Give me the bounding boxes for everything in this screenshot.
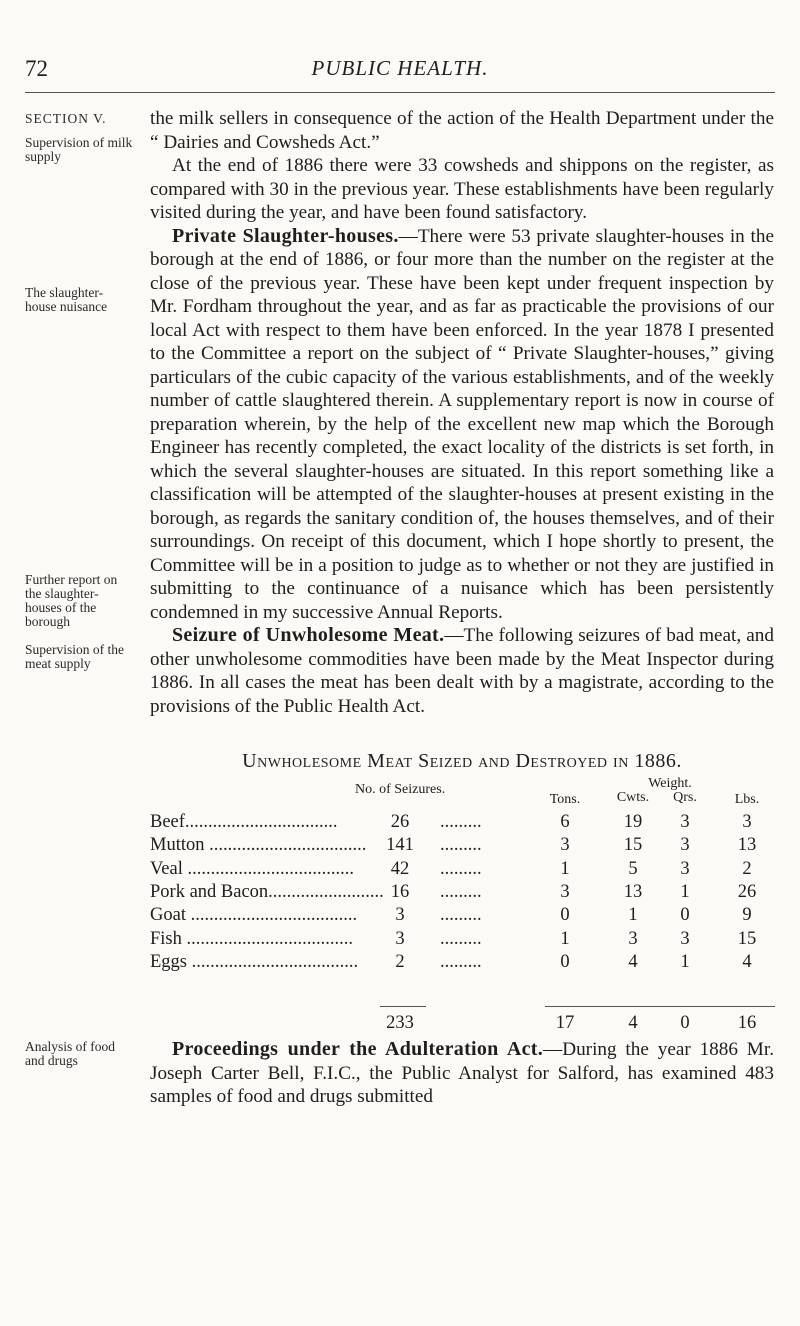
cell-item: Goat ....................................: [150, 905, 358, 926]
total-qrs: 0: [680, 1013, 690, 1033]
paragraph-slaughter-houses: [150, 225, 774, 625]
cell-qrs: 0: [680, 905, 690, 926]
section-label: SECTION V.: [25, 111, 107, 126]
cell-cwts: 13: [623, 881, 643, 902]
cell-qrs: 1: [680, 951, 690, 972]
paragraph-cowsheds: At the end of 1886 there were 33 cowsheds and shippons on the register, as compared with 30 in the previous year. These establishments have been regularly visited during the year, and have been found satisfactory.: [150, 155, 774, 223]
cell-lbs: 9: [742, 905, 752, 926]
cell-cwts: 19: [623, 812, 643, 832]
cell-seizures: 2: [395, 951, 405, 972]
total-seizures: 233: [386, 1013, 414, 1033]
cell-dots: .........: [440, 858, 482, 879]
cell-seizures: 42: [390, 858, 410, 879]
col-header-qrs: Qrs.: [673, 790, 697, 805]
cell-qrs: 3: [680, 928, 690, 949]
cell-qrs: 1: [680, 881, 690, 902]
body-text-lower: [150, 1038, 774, 1109]
total-rule-seizures: [380, 1006, 426, 1007]
cell-item: Pork and Bacon.........................: [150, 881, 384, 902]
cell-seizures: 26: [390, 812, 410, 832]
cell-tons: 0: [560, 951, 570, 972]
adulteration-text: —During the year 1886 Mr. Joseph Carter Bell, F.I.C., the Public Analyst for Salford, has examined 483 samples of food and drugs submitted: [150, 1039, 774, 1107]
seizure-text: —The following seizures of bad meat, and other unwholesome commodities have been made by the Meat Inspector during 1886. In all cases the meat has been dealt with by a magistrate, according to the provisions of the Public Health Act.: [150, 625, 774, 717]
paragraph-milk-sellers: the milk sellers in consequence of the action of the Health Department under the “ Dairies and Cowsheds Act.”: [150, 108, 774, 153]
cell-item: Mutton ..................................: [150, 835, 367, 856]
cell-cwts: 1: [628, 905, 638, 926]
cell-item: Fish ....................................: [150, 928, 354, 949]
cell-dots: .........: [440, 881, 482, 902]
paragraph-adulteration: [150, 1038, 774, 1109]
cell-cwts: 3: [628, 928, 638, 949]
cell-cwts: 4: [628, 951, 638, 972]
cell-lbs: 4: [742, 951, 752, 972]
cell-item: Eggs ....................................: [150, 951, 359, 972]
heading-adulteration-act: Proceedings under the Adulteration Act.: [172, 1038, 544, 1060]
cell-lbs: 3: [742, 812, 752, 832]
cell-qrs: 3: [680, 858, 690, 879]
cell-cwts: 5: [628, 858, 638, 879]
cell-qrs: 3: [680, 835, 690, 856]
cell-dots: .........: [440, 905, 482, 926]
cell-tons: 6: [560, 812, 570, 832]
cell-dots: .........: [440, 928, 482, 949]
cell-seizures: 16: [390, 881, 410, 902]
header-rule: [25, 92, 775, 93]
cell-tons: 0: [560, 905, 570, 926]
cell-tons: 3: [560, 835, 570, 856]
heading-seizure-meat: Seizure of Unwholesome Meat.: [172, 624, 445, 646]
total-lbs: 16: [737, 1013, 757, 1033]
col-header-lbs: Lbs.: [734, 792, 760, 807]
margin-note-slaughter: The slaughter-house nuisance: [25, 285, 108, 314]
cell-seizures: 3: [395, 928, 405, 949]
cell-item: Beef.................................: [150, 812, 338, 832]
cell-lbs: 26: [737, 881, 757, 902]
col-header-cwts: Cwts.: [616, 790, 650, 805]
cell-tons: 1: [560, 858, 570, 879]
running-title: PUBLIC HEALTH.: [311, 56, 489, 80]
cell-tons: 1: [560, 928, 570, 949]
cell-qrs: 3: [680, 812, 690, 832]
cell-tons: 3: [560, 881, 570, 902]
cell-cwts: 15: [623, 835, 643, 856]
cell-dots: .........: [440, 812, 482, 832]
total-tons: 17: [555, 1013, 575, 1033]
cell-lbs: 13: [737, 835, 757, 856]
cell-item: Veal ....................................: [150, 858, 354, 879]
margin-note-analysis: Analysis of food and drugs: [25, 1039, 115, 1068]
col-header-tons: Tons.: [549, 792, 581, 807]
page-number: 72: [25, 56, 48, 81]
col-header-weight: Weight.: [648, 776, 692, 791]
margin-note-milk: Supervision of milk supply: [25, 135, 133, 164]
total-rule-weight: [545, 1006, 775, 1007]
cell-lbs: 15: [737, 928, 757, 949]
paragraph-seizure: [150, 624, 774, 718]
cell-lbs: 2: [742, 858, 752, 879]
slaughter-houses-text: —There were 53 private slaughter-houses in the borough at the end of 1886, or four more than the number on the register at the close of the previous year. These have been kept under frequent inspection by Mr. Fordham throughout the year, and as far as practicable the provisions of our local Act with respect to them have been enforced. In the year 1878 I presented to the Committee a report on the subject of “ Private Slaughter-houses,” giving particulars of the cubic capacity of the various establishments, and of the weekly number of cattle slaughtered therein. A supplementary report is now in course of preparation wherein, by the help of the excellent new map which the Borough Engineer has recently completed, the exact locality of the districts is set forth, in which the several slaughter-houses are situated. In this report something like a classification will be attempted of the slaughter-houses at present existing in the borough, as regards the sanitary condition of, the houses themselves, and of their surroundings. On receipt of this document, which I hope shortly to present, the Committee will be in a position to judge as to whether or not they are justified in submitting to the continuance of a nuisance which has been persistently condemned in my successive Annual Reports.: [150, 225, 774, 623]
margin-note-report: Further report on the slaughter-houses of the borough: [25, 572, 118, 629]
heading-private-slaughter-houses: Private Slaughter-houses.: [172, 224, 399, 247]
cell-dots: .........: [440, 951, 482, 972]
col-header-seizures: No. of Seizures.: [355, 782, 446, 797]
margin-note-meat: Supervision of the meat supply: [25, 642, 124, 671]
total-cwts: 4: [628, 1013, 638, 1033]
cell-dots: .........: [440, 835, 482, 856]
table-title: Unwholesome Meat Seized and Destroyed in 1886.: [242, 750, 682, 772]
cell-seizures: 3: [395, 905, 405, 926]
body-text-upper: [150, 107, 774, 718]
cell-seizures: 141: [386, 835, 414, 856]
